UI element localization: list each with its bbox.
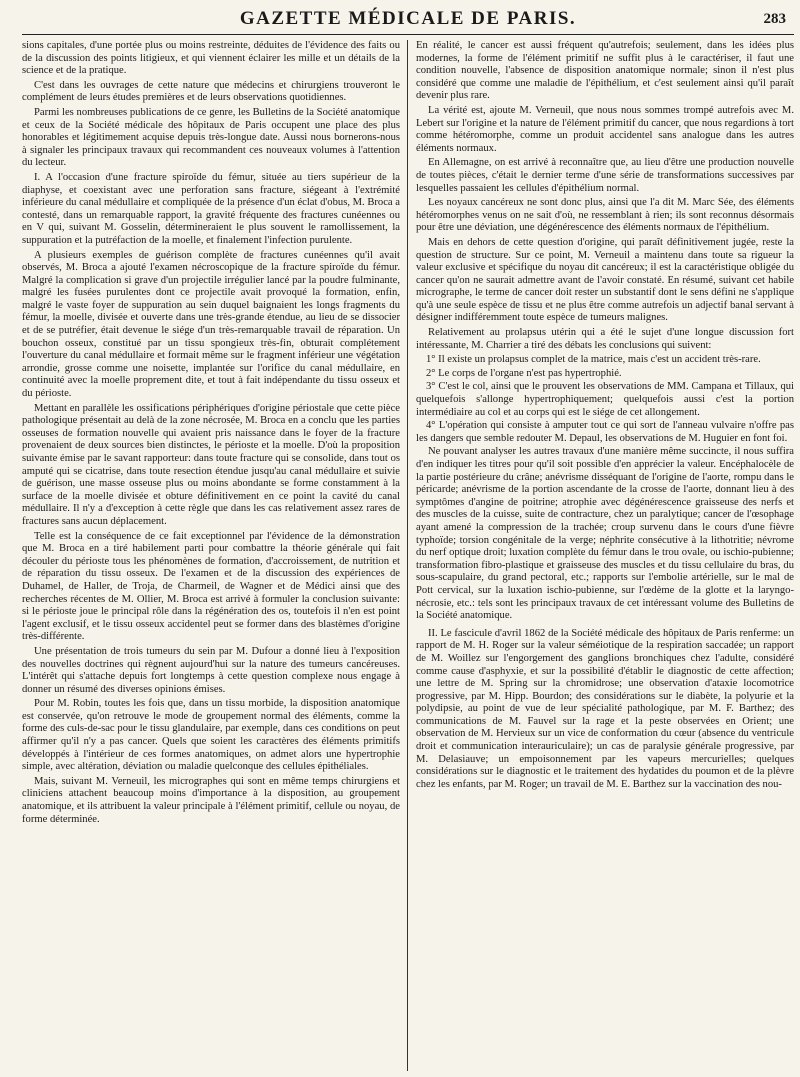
paragraph: Parmi les nombreuses publications de ce genre, les Bulletins de la Société anatomique et ceux de la Société médicale des hôpitaux de Paris occupent une place des plus honorables et légitimement acquise depuis très-longue date. Aussi nous bornerons-nous à signaler les principaux travaux qui recommandent ces nouveaux volumes à l'attention du lecteur. [22, 106, 400, 169]
paragraph: Mais, suivant M. Verneuil, les micrographes qui sont en même temps chirurgiens et cliniciens attachent beaucoup moins d'importance à la disposition, au groupement anatomique, et ils attribuent la valeur principale à l'élément primitif, cellule ou noyau, de forme déterminée. [22, 775, 400, 825]
left-column [22, 40, 408, 1071]
paragraph: II. Le fascicule d'avril 1862 de la Société médicale des hôpitaux de Paris renferme: un rapport de M. H. Roger sur la valeur séméiotique de la respiration saccadée; un rapport de M. Woillez sur l'engorgement des ganglions bronchiques chez l'adulte, considéré comme cause d'asphyxie, et sur la possibilité d'établir le diagnostic de cette affection; une lettre de M. Spring sur la chromidrose; une observation d'ataxie locomotrice progressive, par M. Hipp. Bourdon; des considérations sur le diabète, la polyurie et la polydipsie, au point de vue de leur spécialité pathologique, par M. F. Barthez; des communications de M. Fauvel sur la rage et la peste observées en Orient; une observation de M. Hervieux sur un vice de conformation du cœur (absence du ventricule droit et communication interauriculaire); un cas de paralysie générale progressive, par M. Delasiauve; un empoisonnement par les vapeurs mercurielles; quelques considérations sur le diagnostic et le traitement des hydatides du poumon et de la plèvre chez les enfants, par M. Roger; un travail de M. E. Barthez sur la vaccination des nou- [416, 627, 794, 790]
paragraph: Pour M. Robin, toutes les fois que, dans un tissu morbide, la disposition anatomique est conservée, qu'on retrouve le mode de groupement normal des éléments, comme la forme des culs-de-sac pour le tissu glandulaire, par exemple, dans ces conditions on peut affirmer qu'il n'y a pas cancer. Quels que soient les caractères des éléments primitifs développés à l'intérieur de ces formes anatomiques, on admet alors une hypertrophie simple, avec altération, déviation ou maladie quelconque des cellules épithéliales. [22, 698, 400, 773]
journal-title: GAZETTE MÉDICALE DE PARIS. [239, 8, 577, 29]
paragraph: Relativement au prolapsus utérin qui a été le sujet d'une longue discussion fort intéressante, M. Charrier a tiré des débats les conclusions qui suivent: [416, 327, 794, 351]
page-header [22, 0, 794, 35]
right-column [408, 40, 794, 1071]
paragraph: Les noyaux cancéreux ne sont donc plus, ainsi que l'a dit M. Marc Sée, des éléments hétéromorphes venus on ne sait d'où, ne ressemblant à rien; ils sont reconnus désormais pour être une déviation, une dégénérescence des éléments normaux de l'épithélium. [416, 197, 794, 234]
paragraph: sions capitales, d'une portée plus ou moins restreinte, déduites de l'évidence des faits ou de la discussion des points litigieux, et qui viennent éclairer les mille et un détails de la science et de la pratique. [22, 40, 400, 77]
paragraph: Ne pouvant analyser les autres travaux d'une manière même succincte, il nous suffira d'en indiquer les titres pour qu'il soit possible d'en apprécier la valeur. Encéphalocèle de la partie postérieure du crâne; anévrisme disséquant de l'origine de l'aorte, rompu dans le péricarde; anévrisme de la portion ascendante de la crosse de l'aorte, donnant lieu à des symptômes d'angine de poitrine; atrophie avec dégénérescence graisseuse des nerfs et des muscles de la cuisse, suite de contracture, chez un paralytique; cancer de l'œsophage ayant amené la compression de la trachée; croup survenu dans le cours d'une fièvre typhoïde; torsion congénitale de la verge; néphrite consécutive à la lithotritie; névrome du nerf optique droit; luxation complète du fémur dans le trou ovale, ou ischio-pubienne; transformation fibro-plastique et graisseuse des muscles et du tissu cellulaire du bras, du sous-scapulaire, du grand pectoral, etc.; rapports sur l'embolie artérielle, sur le mal de Pott cervical, sur la luxation ischio-pubienne, sur l'œdème de la glotte et la laryngo-nécrosie, etc.: tels sont les principaux travaux de cet intéressant volume des Bulletins de la Société anatomique. [416, 446, 794, 622]
paragraph: 2° Le corps de l'organe n'est pas hypertrophié. [426, 367, 622, 379]
paragraph: En réalité, le cancer est aussi fréquent qu'autrefois; seulement, dans les idées plus modernes, la forme de l'élément primitif ne suffit plus à le caractériser, il faut une condition nouvelle, l'absence de disposition anatomique normale; sinon il n'est plus considéré que comme une maladie de l'épithélium, et c'est seulement ainsi qu'il paraît devenir plus rare. [416, 40, 794, 102]
paragraph: Telle est la conséquence de ce fait exceptionnel par l'évidence de la démonstration que M. Broca en a tiré habilement parti pour combattre la théorie générale qui fait découler du périoste tous les phénomènes de formation, d'accroissement, de nutrition et de réparation du tissu osseux. De l'examen et de la discussion des expériences de Duhamel, de Haller, de Troja, de Charmeil, de Wagner et de Médici ainsi que des recherches récentes de M. Ollier, M. Broca est arrivé à formuler la conclusion suivante: si le périoste joue le principal rôle dans la régénération des os, toutefois il n'en est point l'agent exclusif, et le tissu osseux accidentel peut se former dans des blastèmes d'origine très-différente. [22, 530, 400, 643]
paragraph: I. A l'occasion d'une fracture spiroïde du fémur, située au tiers supérieur de la diaphyse, et coexistant avec une perforation sans fracture, siégeant à l'extrémité inférieure du canal médullaire et compliquée de la présence d'un éclat d'obus, M. Broca a contesté, dans un remarquable rapport, la gravité fréquente des fractures cunéennes ou en V qui, suivant M. Gosselin, détermineraient le plus souvent le ramollissement, la suppuration et la putréfaction de la moelle, et finalement l'infection purulente. [22, 171, 400, 246]
paragraph: En Allemagne, on est arrivé à reconnaître que, au lieu d'être une production nouvelle de toutes pièces, c'était le dernier terme d'une série de transformations successives par lesquelles passaient les cellules d'épithélium normal. [416, 157, 794, 194]
paragraph: La vérité est, ajoute M. Verneuil, que nous nous sommes trompé autrefois avec M. Lebert sur l'origine et la nature de l'élément primitif du cancer, que nous regardions à tort comme hétéromorphe, comme un produit accidentel sans analogue dans les autres éléments normaux. [416, 104, 794, 154]
paragraph: Une présentation de trois tumeurs du sein par M. Dufour a donné lieu à l'exposition des nouvelles doctrines qui règnent aujourd'hui sur la nature des tumeurs cancéreuses. L'intérêt qui s'attache depuis fort longtemps à cette question complexe nous engage à donner un résumé des diverses opinions émises. [22, 645, 400, 695]
paragraph: C'est dans les ouvrages de cette nature que médecins et chirurgiens trouveront le complément de leurs études premières et de leurs observations quotidiennes. [22, 79, 400, 104]
text-columns [22, 40, 794, 1071]
paragraph: 4° L'opération qui consiste à amputer tout ce qui sort de l'anneau vulvaire n'offre pas les dangers que semble redouter M. Depaul, les observations de M. Huguier en font foi. [416, 420, 794, 444]
paragraph: 3° C'est le col, ainsi que le prouvent les observations de MM. Campana et Tillaux, qui quelquefois s'allonge hypertrophiquement; quelquefois aussi c'est la portion intermédiaire au col et au corps qui est le siége de cet allongement. [416, 381, 794, 418]
paragraph: Mettant en parallèle les ossifications périphériques d'origine périostale que cette pièce pathologique présentait au delà de la zone nécrosée, M. Broca en a conclu que les parties osseuses de formation nouvelle qui avaient pris naissance dans le foyer de la fracture provenaient de deux sources bien distinctes, le périoste et la moelle. D'où la proposition suivante émise par le savant rapporteur: dans toute fracture qui se consolide, dans tout os amputé qui se cicatrise, dans toute resection étendue jusqu'au canal médullaire et suivie de guérison, une masse osseuse plus ou moins abondante se forme constamment à la surface de la moelle divisée et obture définitivement en ce point la cavité du canal médullaire. Il n'y a d'exception à cette règle que dans les cas relativement assez rares de fractures sans aucun déplacement. [22, 402, 400, 527]
paragraph: Mais en dehors de cette question d'origine, qui paraît définitivement jugée, reste la question de structure. Sur ce point, M. Verneuil a maintenu dans toute sa rigueur la valeur exclusive et spécifique du noyau dit cancéreux; il est la caractéristique obligée du cancer qu'on ne saurait admettre avant de l'avoir constaté. En résumé, suivant cet habile micrographe, le terme de cancer doit rester un substantif dont le sens défini ne s'applique qu'à une seule espèce de tissu et ne plus être comme autrefois un adjectif banal servant à désigner indifféremment toute espèce de tumeurs malignes. [416, 236, 794, 324]
paragraph: 1° Il existe un prolapsus complet de la matrice, mais c'est un accident très-rare. [426, 354, 761, 366]
paragraph: A plusieurs exemples de guérison complète de fractures cunéennes qu'il avait observés, M. Broca a ajouté l'examen nécroscopique de la fracture spiroïde du fémur. Malgré la complication si grave d'un projectile irrégulier lancé par la poudre fulminante, malgré les fusées purulentes dont ce projectile avait provoqué la formation, enfin, malgré le vaste foyer de suppuration au sein duquel baignaient les longs fragments du fémur, la moelle, divisée et ouverte dans une très-grande étendue, au lieu de se dissocier et de se putréfier, était devenue le siége d'un très-remarquable travail de réparation. Un bouchon osseux, constitué par un tissu spongieux très-fin, obturait complétement l'ouverture du canal médullaire et formait même sur le fragment inférieur une végétation arrondie, grosse comme une noisette, implantée sur l'orifice du canal médullaire, en continuité avec la moelle proprement dite, et tout à fait indépendante du tissu osseux et du périoste. [22, 249, 400, 400]
page-number: 283 [763, 11, 786, 27]
